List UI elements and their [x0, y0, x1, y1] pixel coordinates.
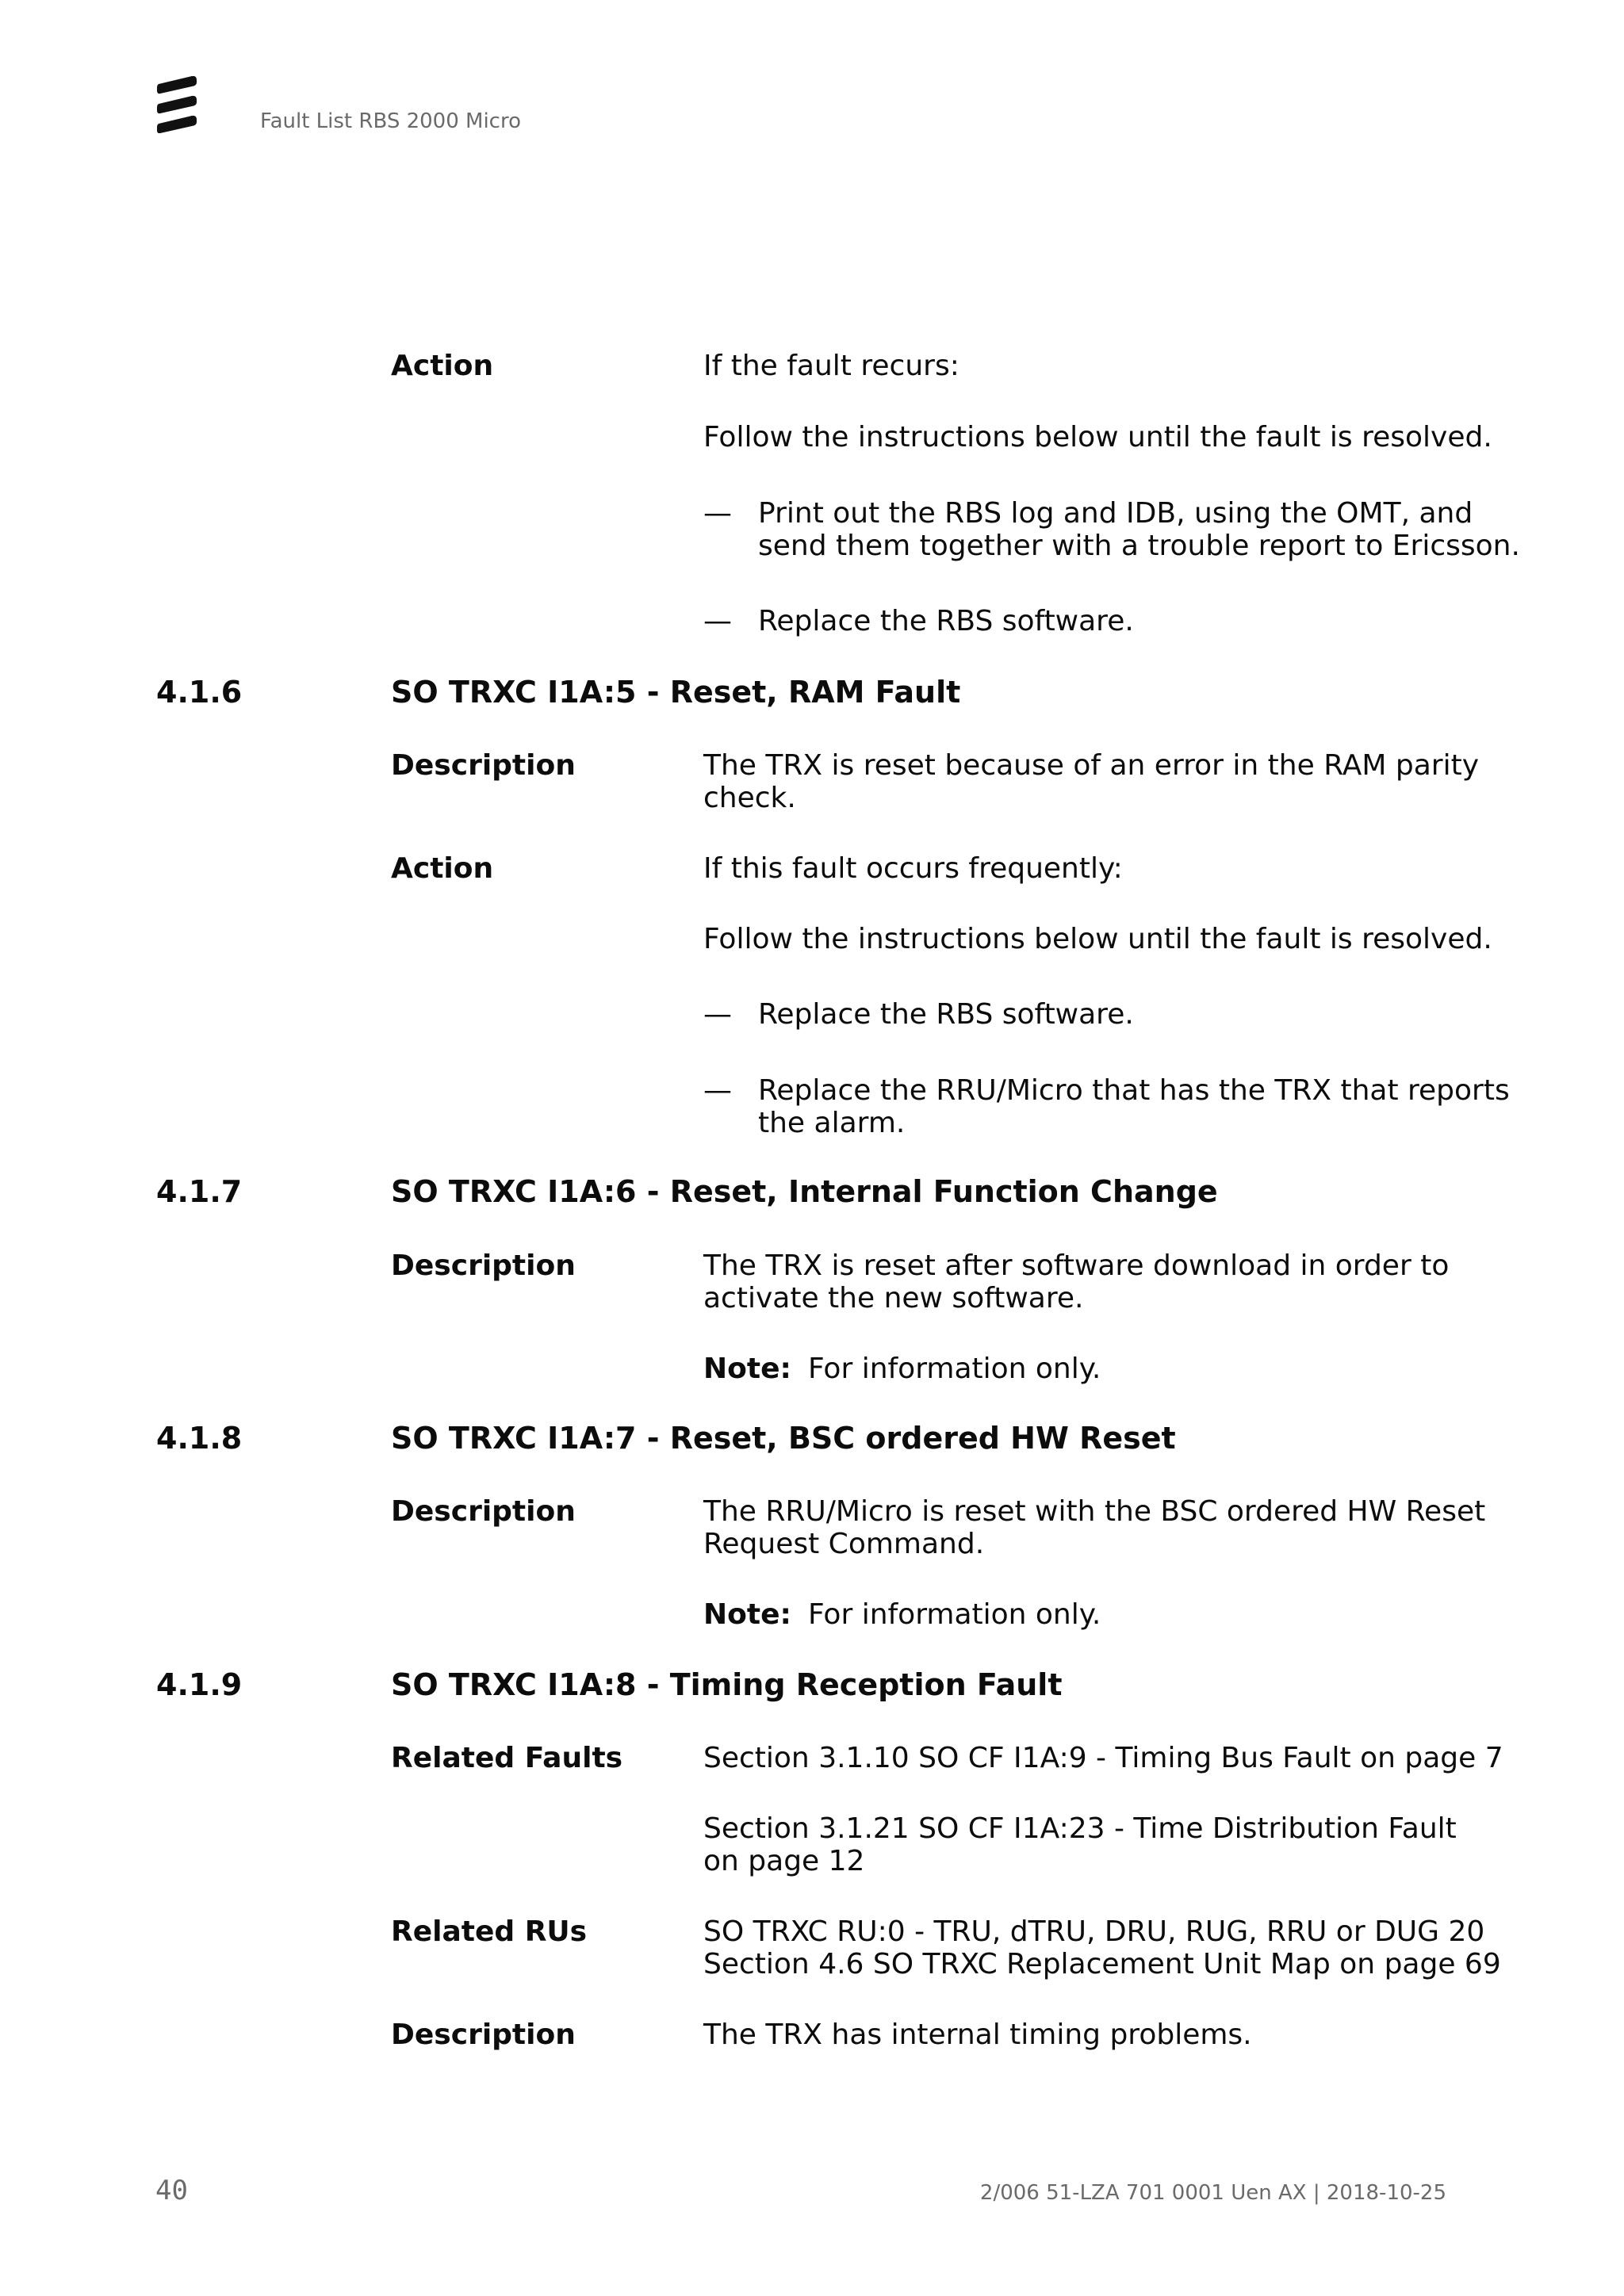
description-text: The RRU/Micro is reset with the BSC ordered HW Reset [703, 1495, 1486, 1528]
note-text: For information only. [808, 1598, 1101, 1631]
bullet-dash: — [703, 1074, 732, 1107]
description-label: Description [391, 2019, 576, 2051]
action-text-1: If this fault occurs frequently: [703, 852, 1123, 885]
bullet-dash: — [703, 497, 732, 530]
section-number: 4.1.8 [156, 1421, 243, 1456]
bullet-text: the alarm. [758, 1107, 906, 1139]
related-fault-link[interactable]: on page 12 [703, 1845, 865, 1877]
section-number: 4.1.7 [156, 1174, 243, 1209]
page-number: 40 [155, 2175, 188, 2206]
related-rus-label: Related RUs [391, 1915, 588, 1948]
replacement-unit-map-link[interactable]: Section 4.6 SO TRXC Replacement Unit Map on page 69 [703, 1948, 1501, 1980]
bullet-text: Print out the RBS log and IDB, using the OMT, and [758, 497, 1473, 530]
description-text: The TRX is reset after software download in order to [703, 1249, 1450, 1282]
description-text: Request Command. [703, 1528, 985, 1560]
bullet-text: Replace the RBS software. [758, 605, 1134, 637]
description-text: activate the new software. [703, 1282, 1084, 1314]
description-label: Description [391, 749, 576, 782]
section-number: 4.1.9 [156, 1667, 243, 1702]
bullet-text: Replace the RRU/Micro that has the TRX that reports [758, 1074, 1510, 1107]
description-label: Description [391, 1249, 576, 1282]
note-label: Note: [703, 1598, 791, 1631]
note-label: Note: [703, 1353, 791, 1385]
section-title: SO TRXC I1A:6 - Reset, Internal Function Change [391, 1174, 1218, 1209]
related-faults-label: Related Faults [391, 1742, 623, 1774]
related-fault-link[interactable]: Section 3.1.10 SO CF I1A:9 - Timing Bus Fault on page 7 [703, 1742, 1503, 1774]
section-title: SO TRXC I1A:7 - Reset, BSC ordered HW Reset [391, 1421, 1176, 1456]
section-number: 4.1.6 [156, 675, 243, 710]
description-text: The TRX has internal timing problems. [703, 2019, 1252, 2051]
note-text: For information only. [808, 1353, 1101, 1385]
bullet-text: send them together with a trouble report to Ericsson. [758, 530, 1520, 562]
action-text-2: Follow the instructions below until the fault is resolved. [703, 923, 1492, 955]
related-fault-link[interactable]: Section 3.1.21 SO CF I1A:23 - Time Distribution Fault [703, 1812, 1457, 1845]
description-text: The TRX is reset because of an error in the RAM parity [703, 749, 1480, 782]
bullet-dash: — [703, 605, 732, 637]
action-label: Action [391, 350, 494, 382]
description-text: check. [703, 782, 796, 814]
action-label: Action [391, 852, 494, 885]
ericsson-logo-icon [155, 76, 198, 133]
related-ru-text: SO TRXC RU:0 - TRU, dTRU, DRU, RUG, RRU or DUG 20 [703, 1915, 1485, 1948]
document-reference: 2/006 51-LZA 701 0001 Uen AX | 2018-10-25 [979, 2181, 1446, 2205]
action-text-1: If the fault recurs: [703, 350, 959, 382]
bullet-dash: — [703, 998, 732, 1031]
bullet-text: Replace the RBS software. [758, 998, 1134, 1031]
section-title: SO TRXC I1A:8 - Timing Reception Fault [391, 1667, 1063, 1702]
description-label: Description [391, 1495, 576, 1528]
section-title: SO TRXC I1A:5 - Reset, RAM Fault [391, 675, 961, 710]
action-text-2: Follow the instructions below until the fault is resolved. [703, 421, 1492, 453]
header-title: Fault List RBS 2000 Micro [260, 109, 521, 133]
